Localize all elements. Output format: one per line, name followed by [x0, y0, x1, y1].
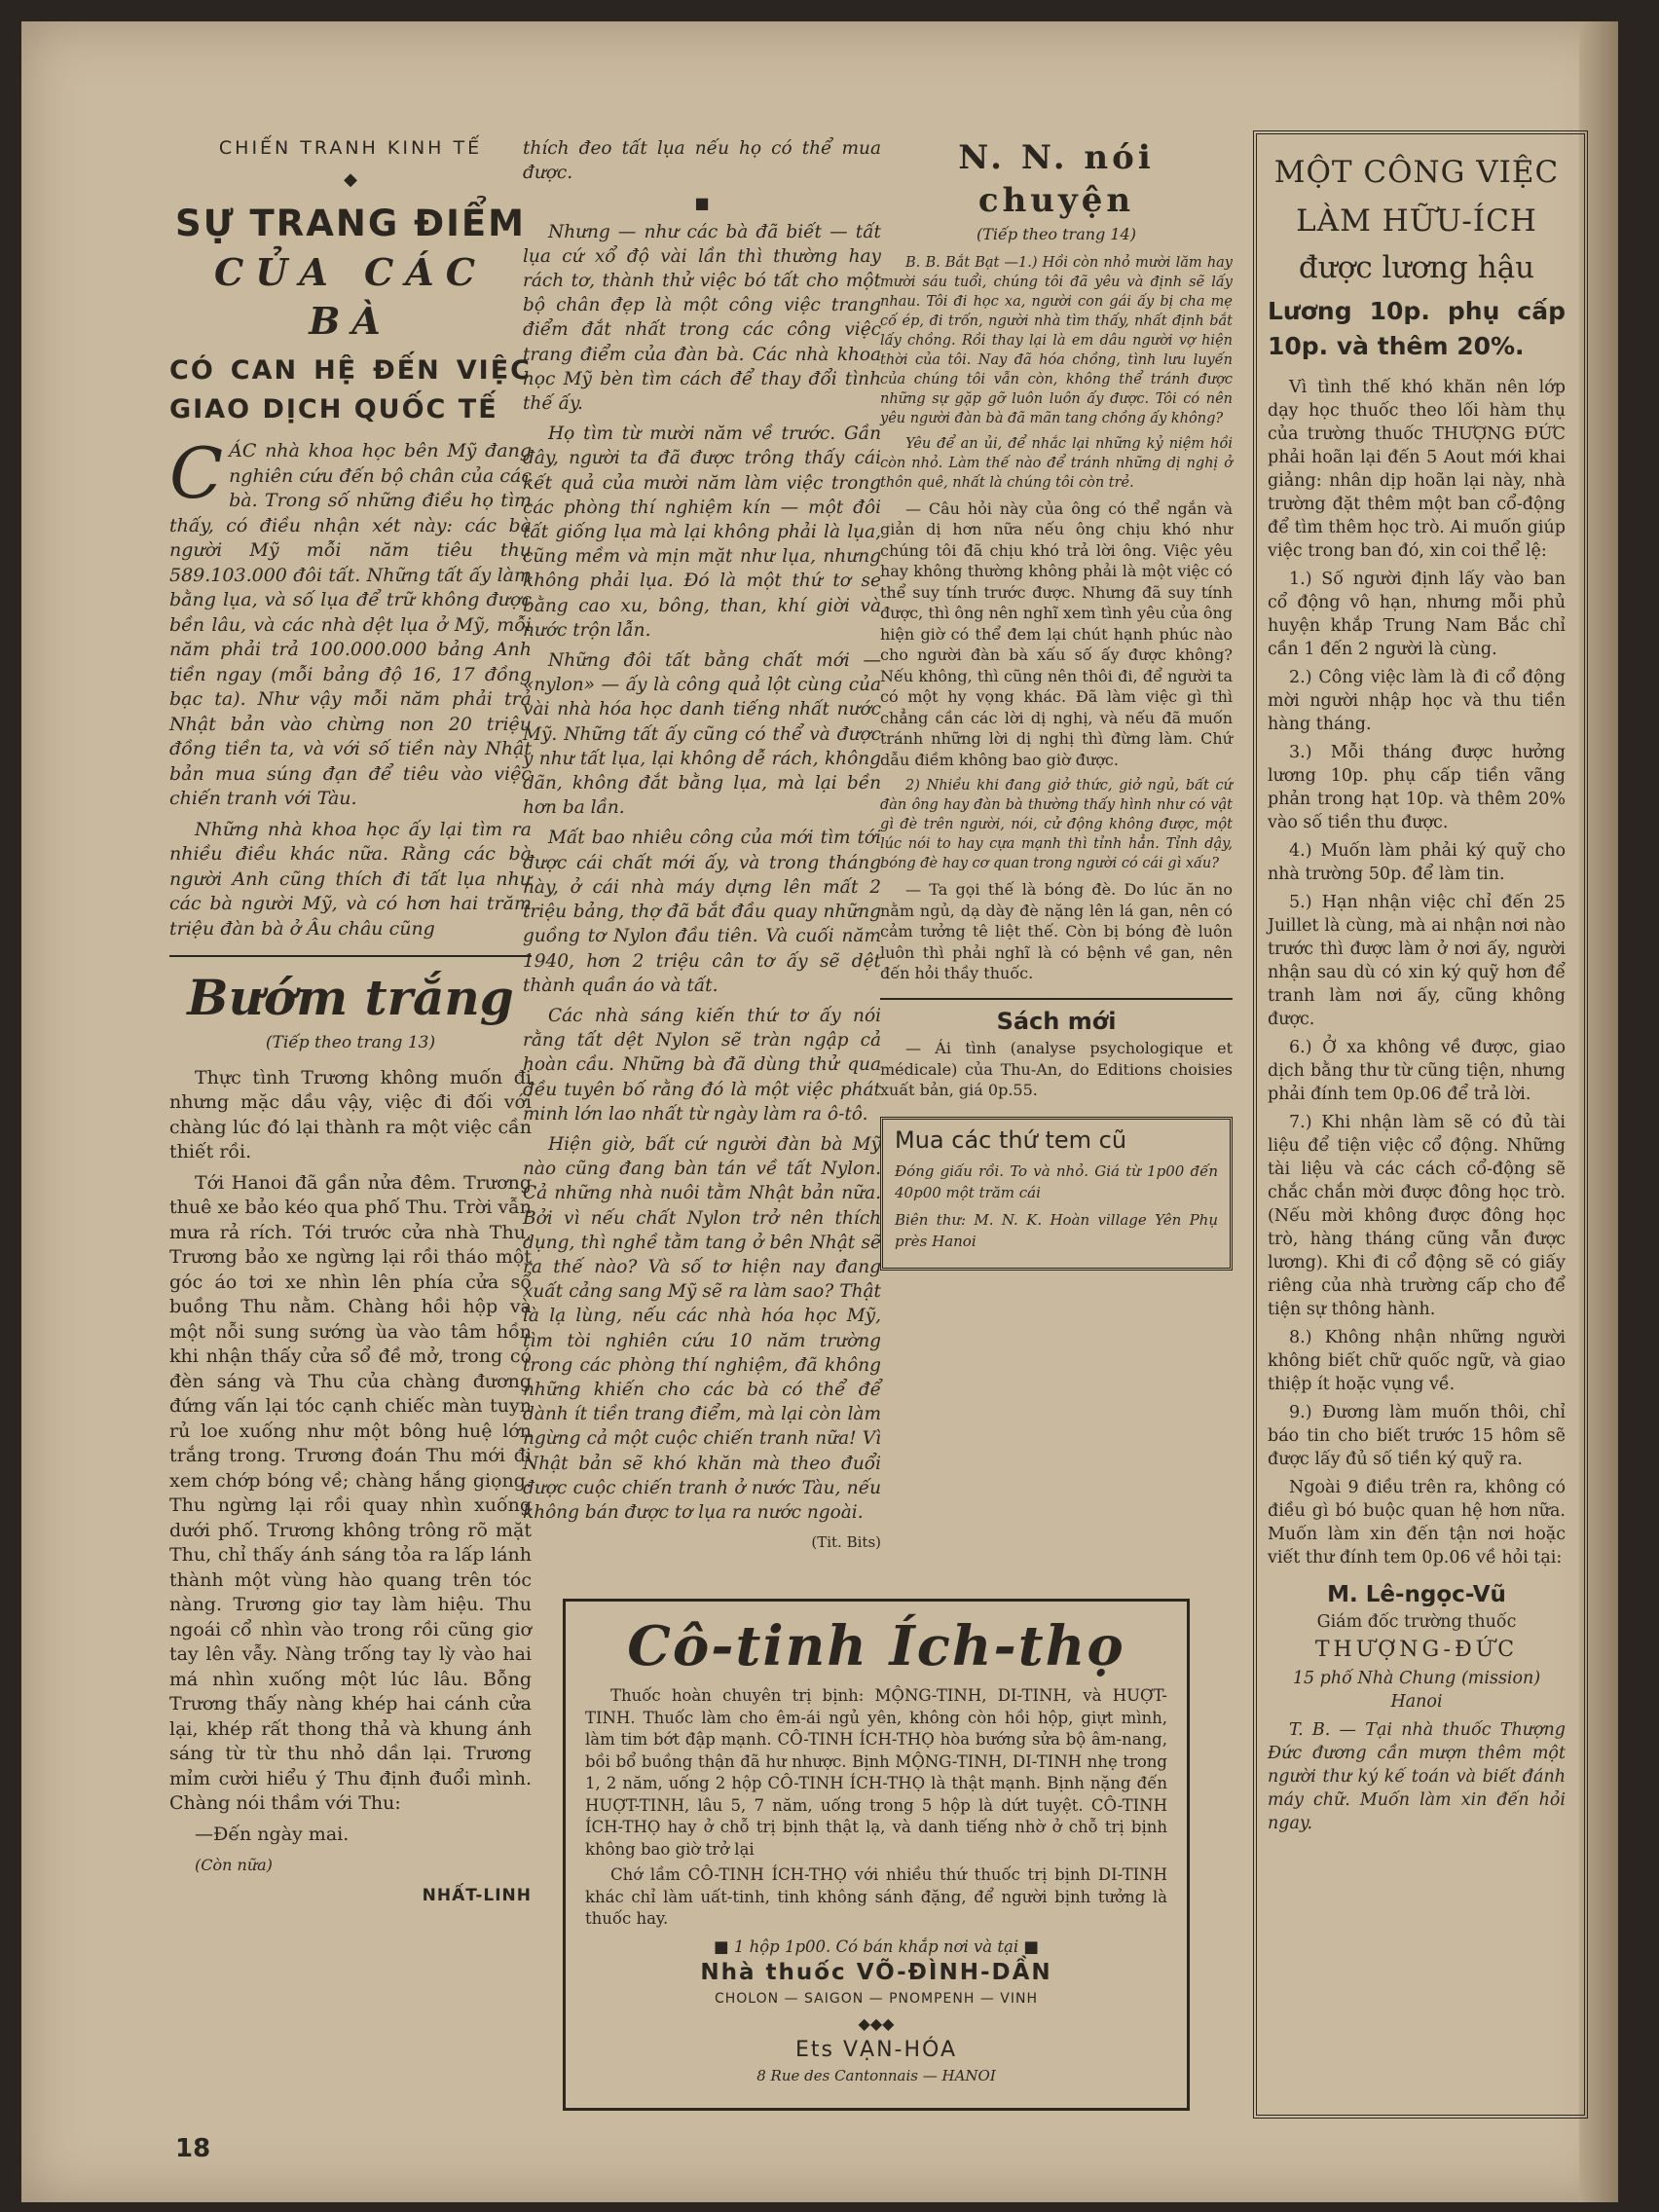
article-paragraph: ÁC nhà khoa học bên Mỹ đang nghiên cứu đến bộ chân của các bà. Trong số những điều họ tìm thấy, có điều nhận xét này: các bà người Mỹ mỗi năm tiêu thụ 589.103.000 đôi tất. Những tất ấy làm bằng lụa, và số lụa để trữ không được bền lâu, và các nhà dệt lụa ở Mỹ, mỗi năm phải trả 100.000.000 bảng Anh tiền ngay (mỗi bảng độ 16, 17 đồng bạc ta). Như vậy mỗi năm phải trả Nhật bản vào chừng non 20 triệu đồng tiền ta, và với số tiền này Nhật bản mua súng đạn để tiêu vào việc chiến tranh với Tàu.	[169, 440, 532, 809]
medicine-ad-title: Cô-tinh Ích-thọ	[627, 1614, 1125, 1678]
medicine-ad-cities: CHOLON — SAIGON — PNOMPENH — VINH	[714, 1990, 1039, 2007]
story-author: NHẤT-LINH	[422, 1885, 532, 1905]
answer-paragraph: — Ta gọi thế là bóng đè. Do lúc ăn no nằm ngủ, dạ dày đè nặng lên lá gan, nên có cảm tưởng tê liệt thế. Còn bị bóng đè luôn luôn thì phải nghĩ là có bệnh về gan, nên đến hỏi thầy thuốc.	[880, 880, 1233, 982]
column-2	[523, 136, 881, 1555]
article-paragraph: Những đôi tất bằng chất mới — «nylon» — ấy là công quả lột cùng của vài nhà hóa học danh tiếng nhất nước Mỹ. Những tất ấy cũng có thể và được y như tất lụa, lại không dễ rách, không dãn, không đắt bằng lụa, mà lại bền hơn ba lần.	[523, 650, 881, 819]
diamond-ornament-icon: ◆	[344, 168, 357, 190]
article-source: (Tit. Bits)	[811, 1533, 881, 1552]
postscript: T. B. — Tại nhà thuốc Thượng Đức đương cần mượn thêm một người thư ký kế toán và biết đánh máy chữ. Muốn làm xin đến hỏi ngay.	[1268, 1720, 1566, 1833]
reader-question: B. B. Bắt Bạt —1.) Hồi còn nhỏ mười lăm hay mười sáu tuổi, chúng tôi đã yêu và định sẽ lấy nhau. Tôi đi học xa, người con gái ấy bị cha mẹ cố ép, đi trốn, người nhà tìm thấy, nhất định bắt lấy chồng. Rồi thay lại là em dâu người vợ hiện thời của tôi. Nay đã hóa chồng, tình lưu luyến của chúng tôi vẫn còn, không thể tránh được những sự gặp gỡ luôn luôn ấy được. Tôi có nên yêu người đàn bà đã mãn tang chồng ấy không?	[880, 254, 1233, 426]
story-to-be-continued: (Còn nữa)	[195, 1856, 273, 1874]
school-name: THƯỢNG-ĐỨC	[1314, 1638, 1519, 1662]
newspaper-page	[21, 21, 1618, 2202]
job-ad-salary: Lương 10p. phụ cấp 10p. và thêm 20%.	[1268, 297, 1566, 360]
article-subheadline: CÓ CAN HỆ ĐẾN VIỆC GIAO DỊCH QUỐC TẾ	[169, 355, 532, 424]
article-paragraph: Hiện giờ, bất cứ người đàn bà Mỹ nào cũng đang bàn tán về tất Nylon. Cả những nhà nuôi tằm Nhật bản nữa. Bởi vì nếu chất Nylon trở nên thích dụng, thì nghề tằm tang ở bên Nhật sẽ ra thế nào? Và số tơ hiện nay đang xuất cảng sang Mỹ sẽ ra làm sao? Thật là lạ lùng, nếu các nhà hóa học Mỹ, tìm tòi nghiên cứu 10 năm trường trong các phòng thí nghiệm, đã không những khiến cho các bà có thể để dành ít tiền trang điểm, mà lại còn làm ngừng cả một cuộc chiến tranh nữa! Vì Nhật bản sẽ khó khăn mà theo đuổi được cuộc chiến tranh ở nước Tàu, nếu không bán được tơ lụa ra nước ngoài.	[523, 1133, 881, 1523]
job-ad-rule: 9.) Đương làm muốn thôi, chỉ báo tin cho biết trước 15 hôm sẽ được lấy đủ số tiền ký quỹ ra.	[1268, 1403, 1566, 1469]
job-ad	[1268, 148, 1566, 1840]
medicine-ad-price: ■ 1 hộp 1p00. Có bán khắp nơi và tại ■	[714, 1936, 1039, 1956]
article-headline-2: CỦA CÁC BÀ	[213, 250, 488, 343]
medicine-ad	[563, 1599, 1190, 2111]
diamond-ornament-icon: ◆◆◆	[858, 2014, 895, 2033]
job-ad-intro: Vì tình thế khó khăn nên lớp dạy học thuốc theo lối hàm thụ của trường thuốc THƯỢNG ĐỨC phải hoãn lại đến 5 Aout mới khai giảng: nhân dịp hoãn lại này, nhà trường đặt thêm một ban cổ-động để tìm thêm học trò. Ai muốn giúp việc trong ban đó, xin coi thể lệ:	[1268, 378, 1566, 561]
job-ad-rule: 1.) Số người định lấy vào ban cổ động vô hạn, nhưng mỗi phủ huyện khắp Trung Nam Bắc chỉ cần 1 đến 2 người là cùng.	[1268, 570, 1566, 659]
story-paragraph: —Đến ngày mai.	[195, 1823, 350, 1845]
page-number: 18	[175, 2134, 211, 2163]
job-ad-rule: 5.) Hạn nhận việc chỉ đến 25 Juillet là cùng, mà ai nhận nơi nào trước thì được làm ở nơi ấy, người nhận sau dù có xin ký quỹ hơn để tranh làm nơi ấy, cũng không được.	[1268, 893, 1566, 1029]
job-ad-rule: 7.) Khi nhận làm sẽ có đủ tài liệu để tiện việc cổ động. Những tài liệu và các cách cổ-động sẽ chắc chắn mời được đông học trò. (Nếu mời không được đông học trò, hàng tháng cũng vẫn được lương). Khi đi cổ động sẽ có giấy riêng của nhà trường cấp cho để tiện sự thông hành.	[1268, 1113, 1566, 1319]
column-continued-note: (Tiếp theo trang 14)	[977, 225, 1136, 243]
new-books-title: Sách mới	[996, 1007, 1117, 1035]
contact-address: 15 phố Nhà Chung (mission) Hanoi	[1292, 1669, 1541, 1712]
drop-cap: C	[169, 432, 224, 514]
stamp-ad-text: Đóng giấu rồi. To và nhỏ. Giá từ 1p00 đến 40p00 một trăm cái	[895, 1161, 1218, 1201]
article-paragraph: Những nhà khoa học ấy lại tìm ra nhiều điều khác nữa. Rằng các bà người Anh cũng thích đi tất lụa như các bà người Mỹ, và có hơn hai trăm triệu đàn bà ở Âu châu cũng	[169, 818, 532, 940]
article-paragraph: thích đeo tất lụa nếu họ có thể mua được.	[523, 138, 881, 184]
divider	[880, 998, 1233, 1000]
medicine-ad-distributor-address: 8 Rue des Cantonnais — HANOI	[756, 2067, 996, 2084]
answer-paragraph: — Câu hỏi này của ông có thể ngắn và giản dị hơn nữa nếu ông chịu khó như chúng tôi đã chịu khó trả lời ông. Việc yêu hay không thường không phải là một việc có thể suy tính trước được. Nhưng đã suy tính được, thì ông nên nghĩ xem tình yêu của ông hiện giờ có thể đem lại chút hạnh phúc nào cho người đàn bà xấu số ấy được không? Nếu không, thì cũng nên thôi đi, để người ta có một hy vọng khác. Đã làm việc gì thì chẳng cần các lời dị nghị, và nếu đã muốn tránh những lời dị nghị thì đừng làm. Chứ dẫu điềm không bao giờ được.	[880, 498, 1233, 769]
new-book-entry: — Ái tình (analyse psychologique et médicale) của Thu-An, do Editions choisies xuất bản, giá 0p.55.	[880, 1039, 1233, 1099]
job-ad-headline-2: LÀM HỮU-ÍCH	[1296, 203, 1537, 239]
story-paragraph: Tới Hanoi đã gần nửa đêm. Trương thuê xe bảo kéo qua phố Thu. Trời vẫn mưa rả rích. Tới trước cửa nhà Thu, Trương bảo xe ngừng lại rồi tháo một góc áo tơi xe nhìn lên phía cửa sổ buồng Thu nằm. Chàng hồi hộp và một nỗi sung sướng ùa vào tâm hồn khi nhận thấy cửa sổ đề mở, trong có đèn sáng và Thu của chàng đương đứng vấn lại tóc cạnh chiếc màn tuyn rủ loe xuống như một bông huệ lớn trắng trong. Trương đoán Thu mới đi xem chớp bóng về; chàng hắng giọng. Thu ngừng lại rồi quay nhìn xuống dưới phố. Trương không trông rõ mặt Thu, chỉ thấy ánh sáng tỏa ra lấp lánh thành một vùng hào quang trên tóc nàng. Trương giơ tay làm hiệu. Thu ngoái cổ nhìn vào trong rồi cũng giơ tay lên vẫy. Nàng trống tay lỳ vào hai má nhìn xuống một lúc lâu. Bỗng Trương thấy nàng khép hai cánh cửa lại, khép rất thong thả và khung ánh sáng từ từ thu nhỏ dần lại. Trương mỉm cười hiểu ý Thu định đuổi mình. Chàng nói thầm với Thu:	[169, 1171, 532, 1814]
article-paragraph: Họ tìm từ mười năm về trước. Gần đây, người ta đã được trông thấy cái kết quả của mười năm làm việc trong các phòng thí nghiệm kín — một đôi tất giống lụa mà lại không phải là lụa, cũng mềm và mịn mặt như lụa, nhưng không phải lụa. Đó là một thứ tơ se bằng cao xu, bông, than, khí giời và nước trộn lẫn.	[523, 424, 881, 641]
column-1	[169, 136, 532, 1908]
medicine-ad-text: Thuốc hoàn chuyên trị bịnh: MỘNG-TINH, DI-TINH, và HUỢT-TINH. Thuốc làm cho êm-ái ngủ yên, không còn hồi hộp, giựt mình, làm tim bớt đập mạnh. CÔ-TINH ÍCH-THỌ hòa bướng sửa bộ âm-nang, bồi bổ buồng thận đã hư nhược. Bịnh MỘNG-TINH, DI-TINH nhẹ trong 1, 2 năm, uống 2 hộp CÔ-TINH ÍCH-THỌ là thật mạnh. Bịnh nặng đến HUỢT-TINH, lâu 5, 7 năm, uống trong 5 hộp là dứt tuyệt. CÔ-TINH ÍCH-THỌ hay ở chỗ trị bịnh thật lạ, và danh tiếng nhờ ở chỗ trị bịnh không bao giờ trở lại	[585, 1686, 1167, 1859]
contact-role: Giám đốc trường thuốc	[1316, 1612, 1517, 1632]
job-ad-rule: 3.) Mỗi tháng được hưởng lương 10p. phụ cấp tiền vãng phản trong hạt 10p. và thêm 20% vào số tiền thu được.	[1268, 743, 1566, 832]
article-headline: SỰ TRANG ĐIỂM	[175, 203, 526, 244]
reader-question: 2) Nhiều khi đang giở thức, giở ngủ, bất cứ đàn ông hay đàn bà thường thấy hình như có vật gì đè trên người, nói, cử động không được, một lúc nói to hay cựa mạnh thì tỉnh hẳn. Tỉnh dậy, bóng đè hay cơ quan trong người có cái gì xấu?	[880, 778, 1233, 871]
job-ad-rule: 4.) Muốn làm phải ký quỹ cho nhà trường 50p. để làm tin.	[1268, 841, 1566, 884]
stamp-ad-contact: Biên thư: M. N. K. Hoàn village Yên Phụ près Hanoi	[895, 1210, 1218, 1250]
job-ad-headline-3: được lương hậu	[1298, 250, 1535, 285]
square-bullet-icon: ■	[694, 194, 710, 213]
reader-question: Yêu để an ủi, để nhắc lại những kỷ niệm hồi còn nhỏ. Làm thế nào để tránh những dị nghị ở thôn quê, nhất là chúng tôi còn trẻ.	[880, 435, 1233, 491]
section-kicker: CHIẾN TRANH KINH TẾ	[218, 137, 483, 159]
column-3	[880, 136, 1233, 1271]
medicine-ad-distributor: Ets VẠN-HÓA	[795, 2037, 957, 2062]
story-title: Bướm trắng	[187, 969, 514, 1026]
job-ad-rule: 8.) Không nhận những người không biết chữ quốc ngữ, và giao thiệp ít hoặc vụng về.	[1268, 1328, 1566, 1394]
job-ad-rule: 2.) Công việc làm là đi cổ động mời người nhập học và thu tiền hàng tháng.	[1268, 668, 1566, 734]
article-paragraph: Mất bao nhiêu công của mới tìm tới được cái chất mới ấy, và trong tháng này, ở cái nhà máy dựng lên mất 2 triệu bảng, thợ đã bắt đầu quay những guồng tơ Nylon đầu tiên. Và cuối năm 1940, hơn 2 triệu cân tơ ấy sẽ dệt thành quần áo và tất.	[523, 828, 881, 996]
medicine-ad-text: Chớ lầm CÔ-TINH ÍCH-THỌ với nhiều thứ thuốc trị bịnh DI-TINH khác chỉ làm uất-tinh, tinh không sánh đặng, để người bịnh tưởng là thuốc hay.	[585, 1865, 1167, 1928]
job-ad-rule: 6.) Ở xa không về được, giao dịch bằng thư từ cũng tiện, nhưng phải đính tem 0p.06 để trả lời.	[1268, 1038, 1566, 1104]
stamp-ad-box	[880, 1117, 1233, 1271]
divider	[169, 955, 532, 957]
job-ad-outro: Ngoài 9 điều trên ra, không có điều gì bó buộc quan hệ hơn nữa. Muốn làm xin đến tận nơi hoặc viết thư đính tem 0p.06 về hỏi tại:	[1268, 1478, 1566, 1567]
job-ad-headline: MỘT CÔNG VIỆC	[1273, 155, 1560, 190]
article-paragraph: Nhưng — như các bà đã biết — tất lụa cứ xổ độ vài lần thì thường hay rách tơ, thành thử việc bó tất cho một bộ chân đẹp là một công việc trang điểm đắt nhất trong các công việc trang điểm của đàn bà. Các nhà khoa học Mỹ bèn tìm cách để thay đổi tình thế ấy.	[523, 221, 881, 415]
story-paragraph: Thực tình Trương không muốn đi nhưng mặc dầu vậy, việc đi đối với chàng lúc đó lại thành ra một việc cần thiết rồi.	[169, 1066, 532, 1162]
column-title: N. N. nói chuyện	[958, 138, 1155, 220]
story-continued-note: (Tiếp theo trang 13)	[265, 1033, 436, 1052]
medicine-ad-shop: Nhà thuốc VÕ-ĐÌNH-DẦN	[700, 1960, 1052, 1985]
stamp-ad-title: Mua các thứ tem cũ	[895, 1125, 1127, 1154]
article-paragraph: Các nhà sáng kiến thứ tơ ấy nói rằng tất dệt Nylon sẽ tràn ngập cả hoàn cầu. Những bà đã dùng thử qua đều tuyên bố rằng đó là một việc phát minh lớn lao nhất từ ngày làm ra ô-tô.	[523, 1005, 881, 1124]
contact-name: M. Lê-ngọc-Vũ	[1327, 1582, 1506, 1607]
